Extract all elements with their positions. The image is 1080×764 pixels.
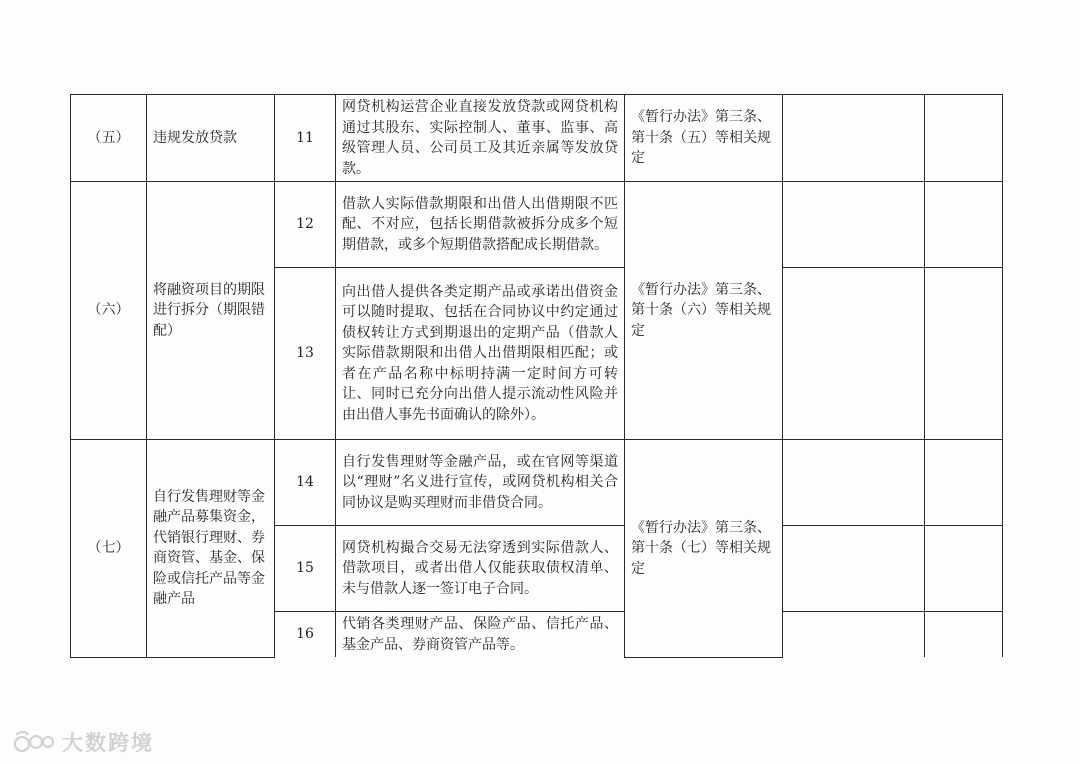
- item-description: 借款人实际借款期限和出借人出借期限不匹配、不对应，包括长期借款被拆分成多个短期借款，或多个短期借款搭配成长期借款。: [336, 182, 625, 268]
- item-number: 16: [275, 612, 336, 658]
- table-row: [71, 440, 1003, 526]
- item-description: 代销各类理财产品、保险产品、信托产品、基金产品、券商资管产品等。: [336, 612, 625, 658]
- table-row: [71, 95, 1003, 182]
- legal-basis: 《暂行办法》第三条、第十条（七）等相关规定: [625, 440, 783, 658]
- item-number: 15: [275, 526, 336, 612]
- category-title: 将融资项目的期限进行拆分（期限错配）: [147, 182, 275, 440]
- empty-cell: [783, 268, 925, 440]
- item-number: 14: [275, 440, 336, 526]
- regulation-table: [70, 94, 1003, 658]
- empty-cell: [925, 268, 1003, 440]
- empty-cell: [925, 440, 1003, 526]
- legal-basis: 《暂行办法》第三条、第十条（六）等相关规定: [625, 182, 783, 440]
- empty-cell: [783, 95, 925, 182]
- legal-basis: 《暂行办法》第三条、第十条（五）等相关规定: [625, 95, 783, 182]
- empty-cell: [925, 612, 1003, 658]
- category-title: 自行发售理财等金融产品募集资金，代销银行理财、券商资管、基金、保险或信托产品等金融产品: [147, 440, 275, 658]
- item-description: 自行发售理财等金融产品，或在官网等渠道以“理财”名义进行宣传，或网贷机构相关合同协议是购买理财而非借贷合同。: [336, 440, 625, 526]
- item-number: 11: [275, 95, 336, 182]
- table-row: [71, 182, 1003, 268]
- empty-cell: [783, 612, 925, 658]
- empty-cell: [783, 440, 925, 526]
- item-number: 13: [275, 268, 336, 440]
- empty-cell: [783, 182, 925, 268]
- category-number: （五）: [71, 95, 147, 182]
- empty-cell: [925, 95, 1003, 182]
- item-number: 12: [275, 182, 336, 268]
- empty-cell: [783, 526, 925, 612]
- empty-cell: [925, 182, 1003, 268]
- dashuju-logo-icon: [12, 729, 56, 755]
- watermark: [12, 726, 154, 758]
- category-number: （六）: [71, 182, 147, 440]
- item-description: 网贷机构撮合交易无法穿透到实际借款人、借款项目，或者出借人仅能获取债权清单、未与借款人逐一签订电子合同。: [336, 526, 625, 612]
- category-title: 违规发放贷款: [147, 95, 275, 182]
- category-number: （七）: [71, 440, 147, 658]
- empty-cell: [925, 526, 1003, 612]
- item-description: 向出借人提供各类定期产品或承诺出借资金可以随时提取、包括在合同协议中约定通过债权转让方式到期退出的定期产品（借款人实际借款期限和出借人出借期限相匹配；或者在产品名称中标明持满一定时间方可转让、同时已充分向出借人提示流动性风险并由出借人事先书面确认的除外）。: [336, 268, 625, 440]
- item-description: 网贷机构运营企业直接发放贷款或网贷机构通过其股东、实际控制人、董事、监事、高级管理人员、公司员工及其近亲属等发放贷款。: [336, 95, 625, 182]
- watermark-text: 大数跨境: [62, 731, 154, 755]
